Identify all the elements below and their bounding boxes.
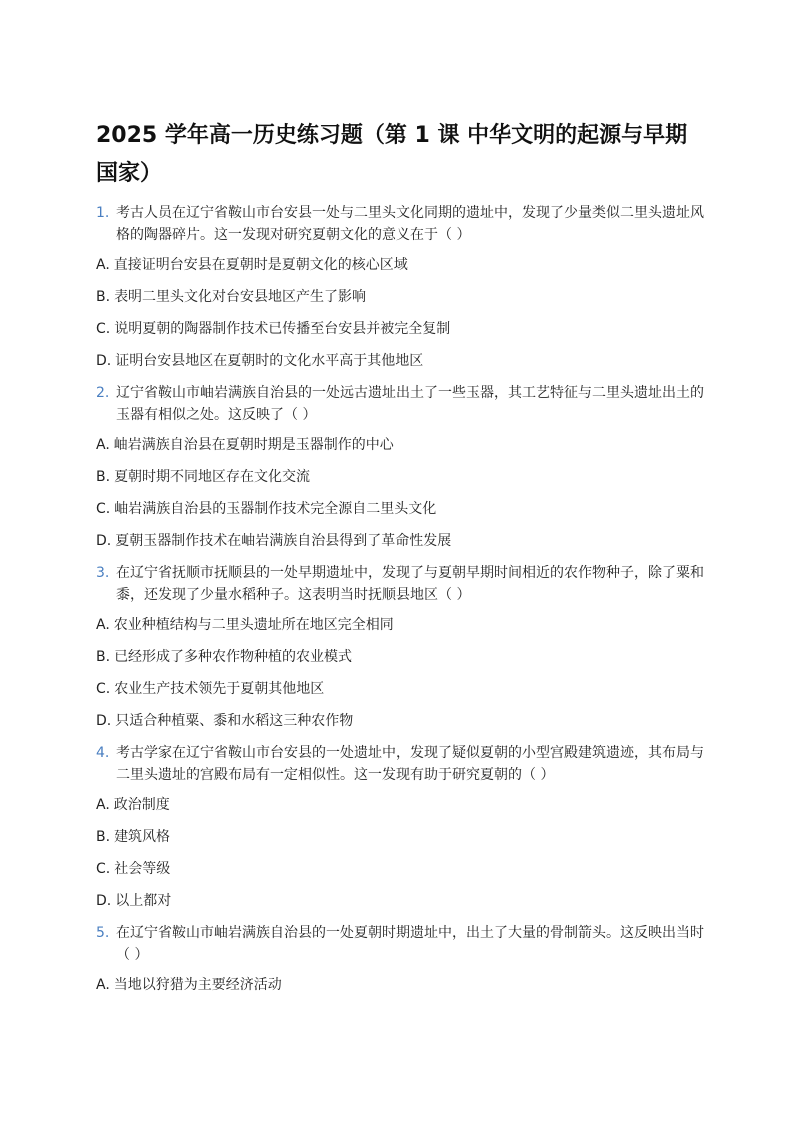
option-d [96,710,706,732]
question-5 [96,922,706,996]
option-text: 岫岩满族自治县的玉器制作技术完全源自二里头文化 [114,501,437,517]
option-b [96,826,706,848]
question-text: 在辽宁省抚顺市抚顺县的一处早期遗址中，发现了与夏朝早期时间相近的农作物种子，除了粟和黍，还发现了少量水稻种子。这表明当时抚顺县地区（ ） [116,565,704,603]
option-d [96,530,706,552]
option-text: 直接证明台安县在夏朝时是夏朝文化的核心区域 [113,257,408,273]
option-letter: B. [96,649,111,665]
option-c [96,498,706,520]
question-text: 考古学家在辽宁省鞍山市台安县的一处遗址中，发现了疑似夏朝的小型宫殿建筑遗迹，其布局与二里头遗址的宫殿布局有一定相似性。这一发现有助于研究夏朝的（ ） [116,745,704,783]
option-text: 建筑风格 [114,829,171,845]
option-text: 表明二里头文化对台安县地区产生了影响 [114,289,367,305]
question-stem [96,922,706,966]
question-4 [96,742,706,912]
option-text: 夏朝玉器制作技术在岫岩满族自治县得到了革命性发展 [115,533,452,549]
option-text: 证明台安县地区在夏朝时的文化水平高于其他地区 [115,353,424,369]
option-text: 政治制度 [113,797,170,813]
option-letter: D. [96,893,112,909]
option-b [96,286,706,308]
question-number: 3. [96,565,110,581]
question-stem [96,742,706,786]
option-text: 农业种植结构与二里头遗址所在地区完全相同 [113,617,394,633]
option-letter: D. [96,713,112,729]
option-c [96,678,706,700]
page-title: 2025 学年高一历史练习题（第 1 课 中华文明的起源与早期国家） [96,123,688,186]
option-d [96,350,706,372]
option-text: 社会等级 [114,861,171,877]
option-c [96,318,706,340]
question-stem [96,202,706,246]
option-letter: B. [96,289,111,305]
option-letter: C. [96,501,111,517]
option-letter: C. [96,321,111,337]
option-a [96,434,706,456]
option-letter: A. [96,797,110,813]
question-stem [96,562,706,606]
question-number: 1. [96,205,110,221]
question-text: 在辽宁省鞍山市岫岩满族自治县的一处夏朝时期遗址中，出土了大量的骨制箭头。这反映出当时（ ） [116,925,704,963]
question-number: 4. [96,745,110,761]
option-letter: D. [96,353,112,369]
option-a [96,974,706,996]
option-letter: C. [96,861,111,877]
question-2 [96,382,706,552]
option-text: 以上都对 [115,893,172,909]
question-stem [96,382,706,426]
question-text: 辽宁省鞍山市岫岩满族自治县的一处远古遗址出土了一些玉器，其工艺特征与二里头遗址出土的玉器有相似之处。这反映了（ ） [116,385,704,423]
option-letter: D. [96,533,112,549]
question-number: 5. [96,925,110,941]
option-b [96,646,706,668]
option-text: 当地以狩猎为主要经济活动 [113,977,282,993]
option-text: 只适合种植粟、黍和水稻这三种农作物 [115,713,354,729]
question-text: 考古人员在辽宁省鞍山市台安县一处与二里头文化同期的遗址中，发现了少量类似二里头遗址风格的陶器碎片。这一发现对研究夏朝文化的意义在于（ ） [116,205,704,243]
option-letter: A. [96,617,110,633]
option-letter: A. [96,437,110,453]
option-text: 夏朝时期不同地区存在文化交流 [114,469,311,485]
question-list [96,202,706,1006]
option-c [96,858,706,880]
option-letter: C. [96,681,111,697]
option-letter: A. [96,257,110,273]
option-a [96,614,706,636]
option-letter: A. [96,977,110,993]
option-a [96,254,706,276]
option-letter: B. [96,469,111,485]
option-d [96,890,706,912]
option-text: 已经形成了多种农作物种植的农业模式 [114,649,353,665]
question-1 [96,202,706,372]
option-text: 岫岩满族自治县在夏朝时期是玉器制作的中心 [113,437,394,453]
option-text: 说明夏朝的陶器制作技术已传播至台安县并被完全复制 [114,321,451,337]
option-a [96,794,706,816]
option-text: 农业生产技术领先于夏朝其他地区 [114,681,325,697]
question-3 [96,562,706,732]
option-b [96,466,706,488]
question-number: 2. [96,385,110,401]
option-letter: B. [96,829,111,845]
